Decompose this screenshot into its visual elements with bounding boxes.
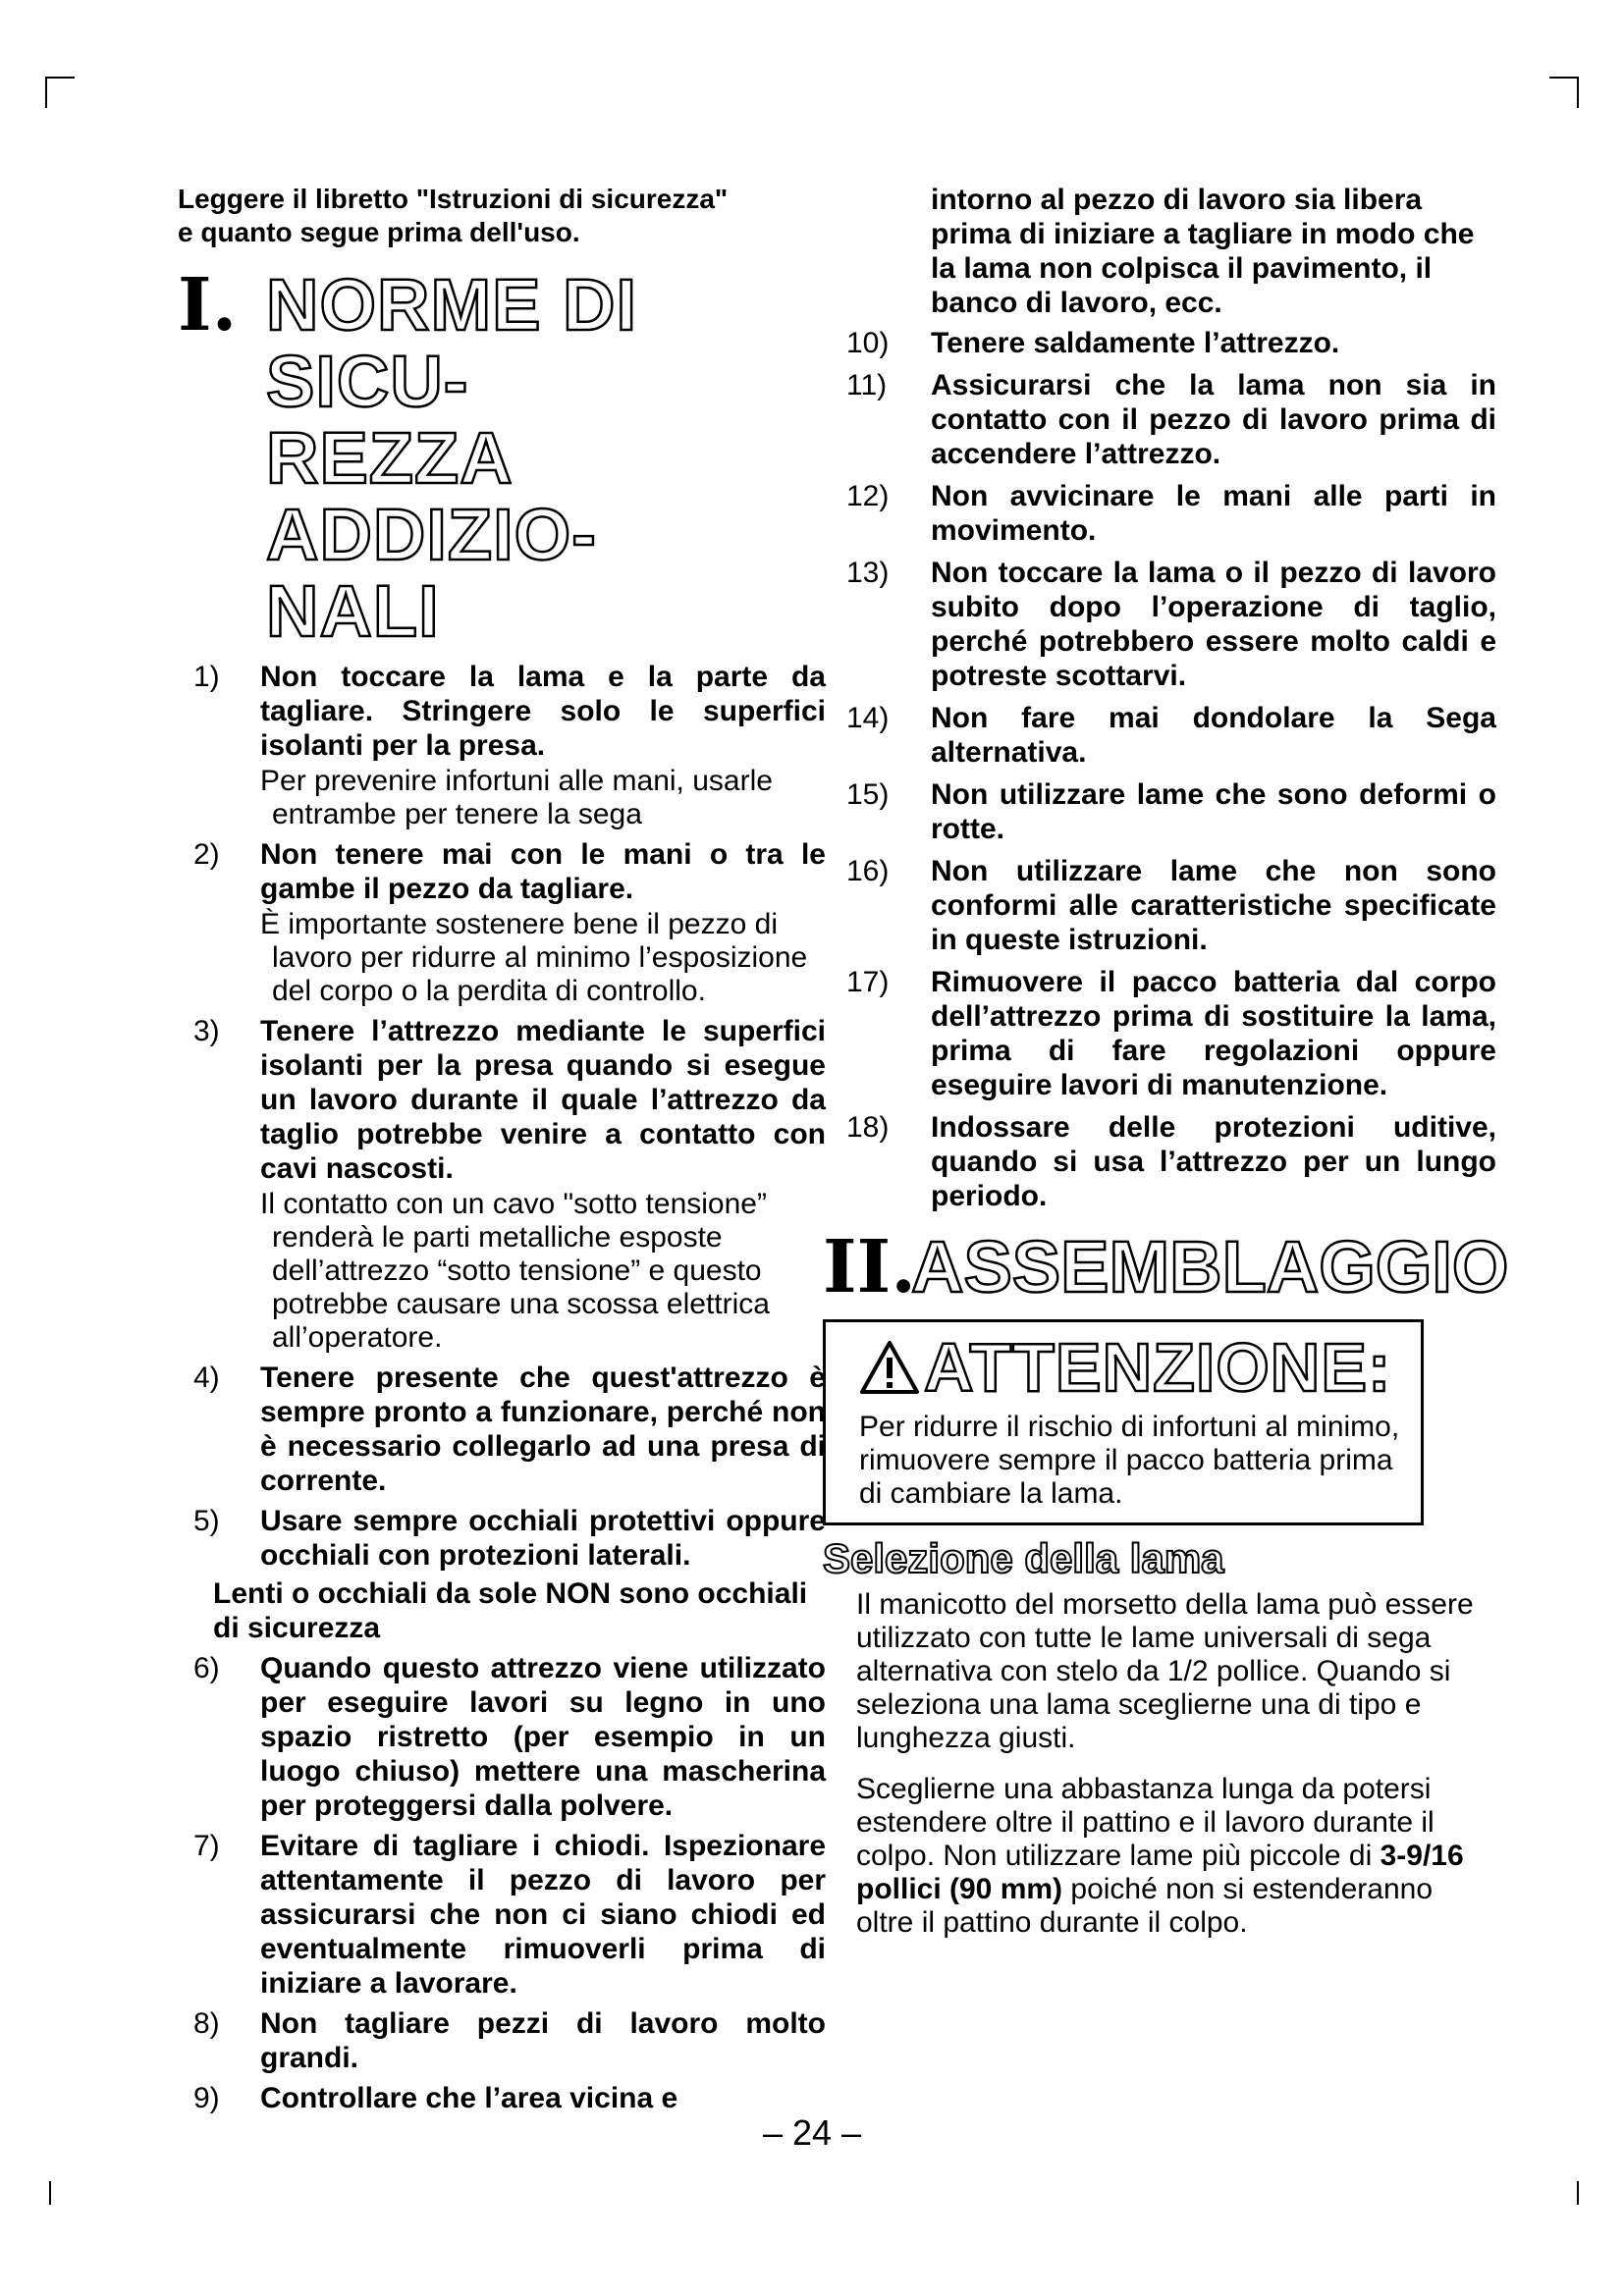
- list-item: 15) Non utilizzare lame che sono deformi o rotte.: [846, 778, 1496, 845]
- blade-paragraph-2: Sceglierne una abbastanza lunga da potersi estendere oltre il pattino e il lavoro durante il colpo. Non utilizzare lame più piccole di 3-9/16 pollici (90 mm) poiché non si estenderanno oltre il pattino durante il colpo.: [856, 1773, 1464, 1939]
- intro-text: Leggere il libretto "Istruzioni di sicurezza" e quanto segue prima dell'uso.: [178, 184, 729, 247]
- crop-mark-top-left: [45, 77, 47, 108]
- section-1-number: I.: [178, 263, 238, 347]
- list-item: 11) Assicurarsi che la lama non sia in contatto con il pezzo di lavoro prima di accendere l’attrezzo.: [846, 369, 1496, 470]
- crop-mark-bottom-left: [49, 2181, 51, 2205]
- list-item: 9) Controllare che l’area vicina e: [193, 2082, 678, 2114]
- crop-mark-top-left: [45, 77, 75, 79]
- list-item: 7) Evitare di tagliare i chiodi. Ispezionare attentamente il pezzo di lavoro per assicurarsi che non ci siano chiodi ed eventualmente rimuoverli prima di iniziare a lavorare.: [193, 1830, 826, 2000]
- section-2-number: II.: [823, 1225, 916, 1309]
- list-item: 6) Quando questo attrezzo viene utilizzato per eseguire lavori su legno in uno spazio ristretto (per esempio in un luogo chiuso) mettere una mascherina per proteggersi dalla polvere.: [193, 1652, 826, 1822]
- list-item: 16) Non utilizzare lame che non sono conformi alle caratteristiche specificate in queste istruzioni.: [846, 855, 1496, 956]
- warning-text: Per ridurre il rischio di infortuni al minimo, rimuovere sempre il pacco batteria prima di cambiare la lama.: [859, 1411, 1400, 1510]
- warning-triangle-icon: [859, 1340, 920, 1395]
- list-item: 2) Non tenere mai con le mani o tra le gambe il pezzo da tagliare. È importante sostenere bene il pezzo di lavoro per ridurre al minimo l’esposizione del corpo o la perdita di controllo.: [193, 838, 826, 1007]
- item-5-note: Lenti o occhiali da sole NON sono occhiali di sicurezza: [213, 1577, 808, 1644]
- list-item: 14) Non fare mai dondolare la Sega alternativa.: [846, 702, 1496, 769]
- warning-heading: [859, 1328, 1421, 1407]
- section-1-heading: [178, 263, 826, 652]
- list-item: 10) Tenere saldamente l’attrezzo.: [846, 327, 1340, 359]
- list-item: 18) Indossare delle protezioni uditive, quando si usa l’attrezzo per un lungo periodo.: [846, 1111, 1496, 1212]
- section-2-title: ASSEMBLAGGIO: [911, 1226, 1509, 1308]
- list-item: 13) Non toccare la lama o il pezzo di lavoro subito dopo l’operazione di taglio, perché potrebbero essere molto caldi e potreste scottarvi.: [846, 557, 1496, 692]
- list-item: 17) Rimuovere il pacco batteria dal corpo dell’attrezzo prima di sostituire la lama, prima di fare regolazioni oppure eseguire lavori di manutenzione.: [846, 966, 1496, 1101]
- blade-selection-heading: Selezione della lama: [823, 1535, 1224, 1581]
- crop-mark-bottom-right: [1577, 2181, 1579, 2205]
- warning-box: [823, 1319, 1424, 1525]
- list-item: 3) Tenere l’attrezzo mediante le superfici isolanti per la presa quando si esegue un lavoro durante il quale l’attrezzo da taglio potrebbe venire a contatto con cavi nascosti. Il contatto con un cavo "sotto tensione” renderà le parti metalliche esposte dell’attrezzo “sotto tensione” e questo potrebbe causare una scossa elettrica all’operatore.: [193, 1015, 826, 1354]
- list-item: 1) Non toccare la lama e la parte da tagliare. Stringere solo le superfici isolanti per la presa. Per prevenire infortuni alle mani, usarle entrambe per tenere la sega: [193, 661, 826, 830]
- blade-paragraph-1: Il manicotto del morsetto della lama può essere utilizzato con tutte le lame universali di sega alternativa con stelo da 1/2 pollice. Quando si seleziona una lama sceglierne una di tipo e lunghezza giusti.: [856, 1588, 1474, 1754]
- section-1-title: NORME DI SICU- REZZA ADDIZIO- NALI: [266, 264, 637, 652]
- item-9-continuation: intorno al pezzo di lavoro sia libera prima di iniziare a tagliare in modo che la lama non colpisca il pavimento, il banco di lavoro, ecc.: [931, 184, 1475, 319]
- right-column: [823, 183, 1509, 1957]
- list-item: 4) Tenere presente che quest'attrezzo è sempre pronto a funzionare, perché non è necessario collegarlo ad una presa di corrente.: [193, 1362, 826, 1497]
- page-number: – 24 –: [762, 2112, 862, 2153]
- list-item: 5) Usare sempre occhiali protettivi oppure occhiali con protezioni laterali.: [193, 1505, 826, 1572]
- list-item: 8) Non tagliare pezzi di lavoro molto grandi.: [193, 2007, 826, 2074]
- section-2-heading: [823, 1225, 1509, 1309]
- left-column: [178, 183, 826, 2121]
- warning-title: ATTENZIONE:: [924, 1329, 1392, 1406]
- crop-mark-top-right: [1549, 77, 1579, 79]
- crop-mark-top-right: [1577, 77, 1579, 108]
- list-item: 12) Non avvicinare le mani alle parti in movimento.: [846, 480, 1496, 547]
